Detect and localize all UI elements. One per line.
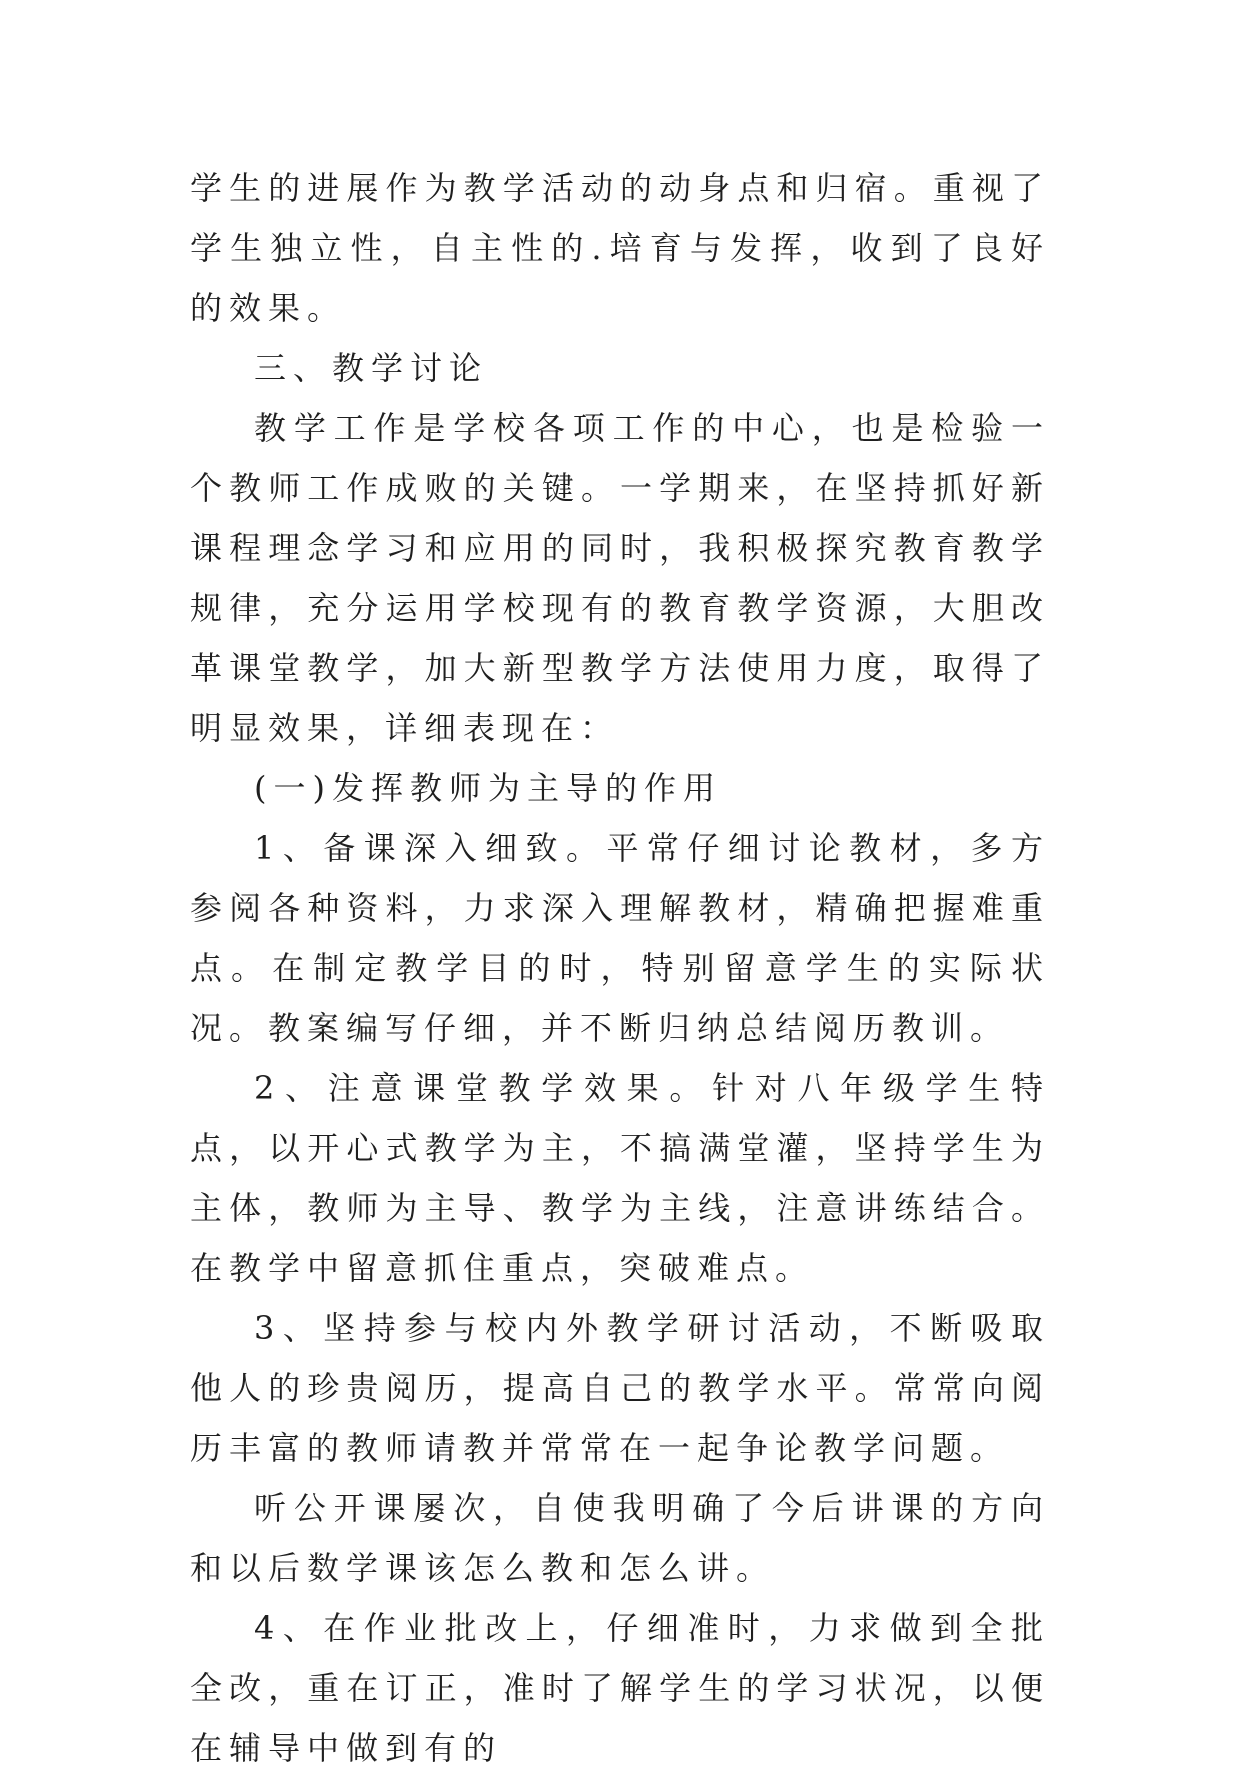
paragraph-open-class: 听公开课屡次，自使我明确了今后讲课的方向和以后数学课该怎么教和怎么讲。 — [190, 1489, 1050, 1587]
paragraph-item-4-homework: 4、在作业批改上，仔细准时，力求做到全批全改，重在订正，准时了解学生的学习状况，以便在辅导中做到有的 — [190, 1609, 1050, 1767]
section-heading-teaching-discussion: 三、教学讨论 — [254, 349, 489, 387]
paragraph-item-1-lesson-prep: 1、备课深入细致。平常仔细讨论教材，多方参阅各种资料，力求深入理解教材，精确把握难重点。在制定教学目的时，特别留意学生的实际状况。教案编写仔细，并不断归纳总结阅历教训。 — [190, 829, 1050, 1047]
paragraph-item-3-research-activities: 3、坚持参与校内外教学研讨活动，不断吸取他人的珍贵阅历，提高自己的教学水平。常常向阅历丰富的教师请教并常常在一起争论教学问题。 — [190, 1309, 1050, 1467]
subheading-teacher-leading-role: (一)发挥教师为主导的作用 — [254, 769, 722, 807]
paragraph-continuation: 学生的进展作为教学活动的动身点和归宿。重视了学生独立性，自主性的.培育与发挥，收到了良好的效果。 — [190, 169, 1050, 327]
paragraph-teaching-overview: 教学工作是学校各项工作的中心，也是检验一个教师工作成败的关键。一学期来，在坚持抓好新课程理念学习和应用的同时，我积极探究教育教学规律，充分运用学校现有的教育教学资源，大胆改革课堂教学，加大新型教学方法使用力度，取得了明显效果，详细表现在： — [190, 409, 1050, 747]
paragraph-item-2-classroom-effect: 2、注意课堂教学效果。针对八年级学生特点，以开心式教学为主，不搞满堂灌，坚持学生为主体，教师为主导、教学为主线，注意讲练结合。在教学中留意抓住重点，突破难点。 — [190, 1069, 1050, 1287]
document-body — [190, 158, 1050, 1778]
